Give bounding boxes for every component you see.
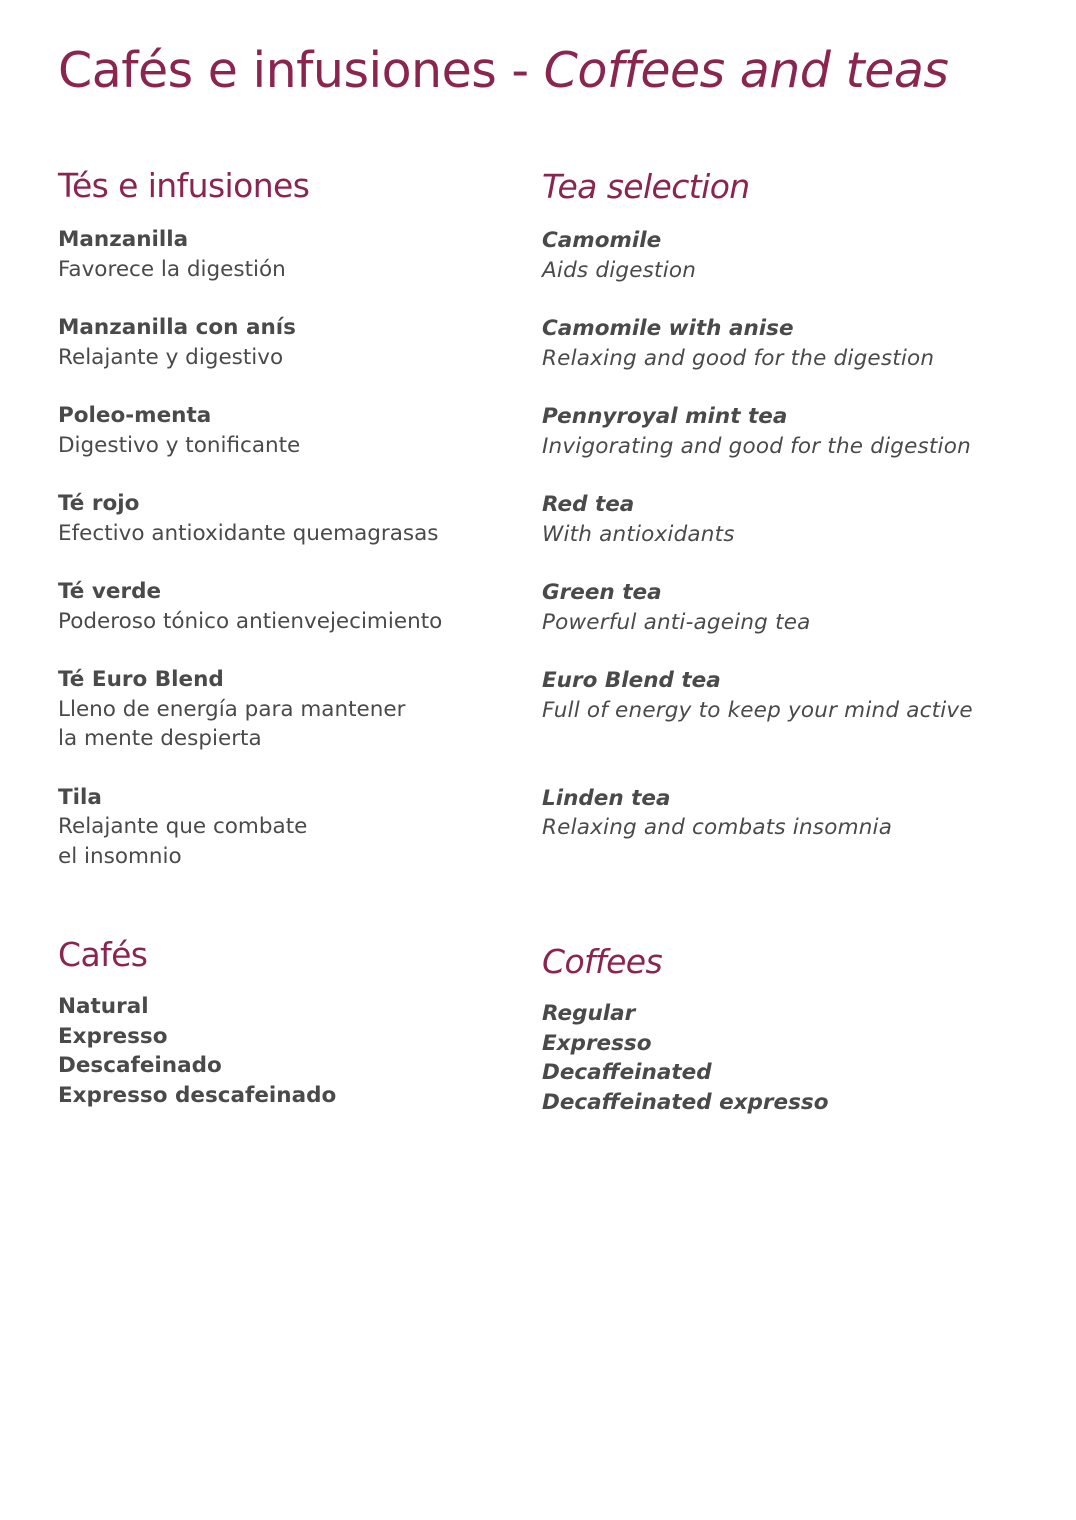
list-item bbox=[542, 784, 1022, 843]
item-description: Relajante que combate el insomnio bbox=[58, 814, 308, 869]
list-item bbox=[58, 1051, 538, 1081]
item-description: Relaxing and good for the digestion bbox=[542, 345, 935, 371]
item-description: Favorece la digestión bbox=[58, 256, 286, 282]
item-description: Digestivo y tonificante bbox=[58, 432, 301, 458]
item-name: Té Euro Blend bbox=[58, 667, 224, 692]
list-item bbox=[542, 314, 1022, 373]
list-item bbox=[542, 999, 1022, 1029]
item-name: Expresso bbox=[58, 1023, 168, 1049]
item-name: Pennyroyal mint tea bbox=[542, 404, 788, 429]
item-name: Natural bbox=[58, 994, 149, 1019]
item-name: Linden tea bbox=[542, 785, 671, 811]
list-item bbox=[58, 489, 538, 548]
list-item bbox=[58, 1081, 538, 1111]
coffee-section-en bbox=[542, 942, 1022, 1117]
coffee-list-es bbox=[58, 992, 538, 1110]
item-description: Full of energy to keep your mind active bbox=[542, 697, 973, 723]
item-name: Camomile with anise bbox=[542, 316, 794, 341]
item-description: Relajante y digestivo bbox=[58, 344, 284, 370]
page-title bbox=[58, 42, 948, 99]
item-name: Manzanilla con anís bbox=[58, 315, 296, 340]
item-name: Green tea bbox=[542, 580, 662, 605]
item-name: Red tea bbox=[542, 492, 635, 517]
list-item bbox=[58, 1022, 538, 1052]
item-description: Aids digestion bbox=[542, 257, 697, 283]
tea-section-es bbox=[58, 166, 538, 900]
coffee-section-es bbox=[58, 935, 538, 1110]
item-description: Poderoso tónico antienvejecimiento bbox=[58, 608, 443, 634]
list-item bbox=[542, 226, 1022, 285]
list-item bbox=[58, 401, 538, 460]
section-heading-teas-es: Tés e infusiones bbox=[58, 166, 310, 205]
list-item bbox=[542, 1088, 1022, 1118]
list-item bbox=[542, 402, 1022, 461]
section-heading-coffees-en: Coffees bbox=[542, 942, 663, 981]
tea-list-en bbox=[542, 226, 1022, 843]
list-item bbox=[58, 783, 538, 872]
page-title-en: Coffees and teas bbox=[543, 42, 949, 99]
list-item bbox=[58, 225, 538, 284]
list-item bbox=[542, 1029, 1022, 1059]
list-item bbox=[58, 577, 538, 636]
item-description: Invigorating and good for the digestion bbox=[542, 433, 971, 459]
item-name: Decaffeinated bbox=[542, 1060, 712, 1085]
item-name: Té verde bbox=[58, 579, 162, 604]
list-item bbox=[542, 1058, 1022, 1088]
item-description: Powerful anti-ageing tea bbox=[542, 609, 811, 635]
item-name: Tila bbox=[58, 784, 102, 810]
coffee-list-en bbox=[542, 999, 1022, 1117]
list-item bbox=[58, 313, 538, 372]
item-name: Expresso descafeinado bbox=[58, 1082, 337, 1108]
item-name: Decaffeinated expresso bbox=[542, 1089, 829, 1115]
item-name: Té rojo bbox=[58, 491, 140, 516]
item-name: Camomile bbox=[542, 228, 662, 253]
item-name: Poleo-menta bbox=[58, 403, 212, 428]
list-item bbox=[58, 992, 538, 1022]
list-item bbox=[542, 666, 1022, 725]
tea-section-en bbox=[542, 167, 1022, 872]
item-name: Euro Blend tea bbox=[542, 668, 721, 693]
tea-list-es bbox=[58, 225, 538, 871]
item-name: Expresso bbox=[542, 1030, 652, 1056]
item-description: Relaxing and combats insomnia bbox=[542, 815, 893, 840]
item-description: With antioxidants bbox=[542, 521, 735, 547]
item-description: Lleno de energía para mantener la mente despierta bbox=[58, 696, 406, 751]
item-description: Efectivo antioxidante quemagrasas bbox=[58, 520, 439, 546]
item-name: Manzanilla bbox=[58, 227, 189, 252]
list-item bbox=[542, 578, 1022, 637]
page-title-es: Cafés e infusiones - bbox=[58, 42, 544, 99]
list-item bbox=[542, 490, 1022, 549]
section-heading-teas-en: Tea selection bbox=[542, 167, 750, 206]
item-name: Regular bbox=[542, 1001, 636, 1026]
item-name: Descafeinado bbox=[58, 1053, 222, 1078]
list-item bbox=[58, 665, 538, 754]
section-heading-coffees-es: Cafés bbox=[58, 935, 148, 974]
